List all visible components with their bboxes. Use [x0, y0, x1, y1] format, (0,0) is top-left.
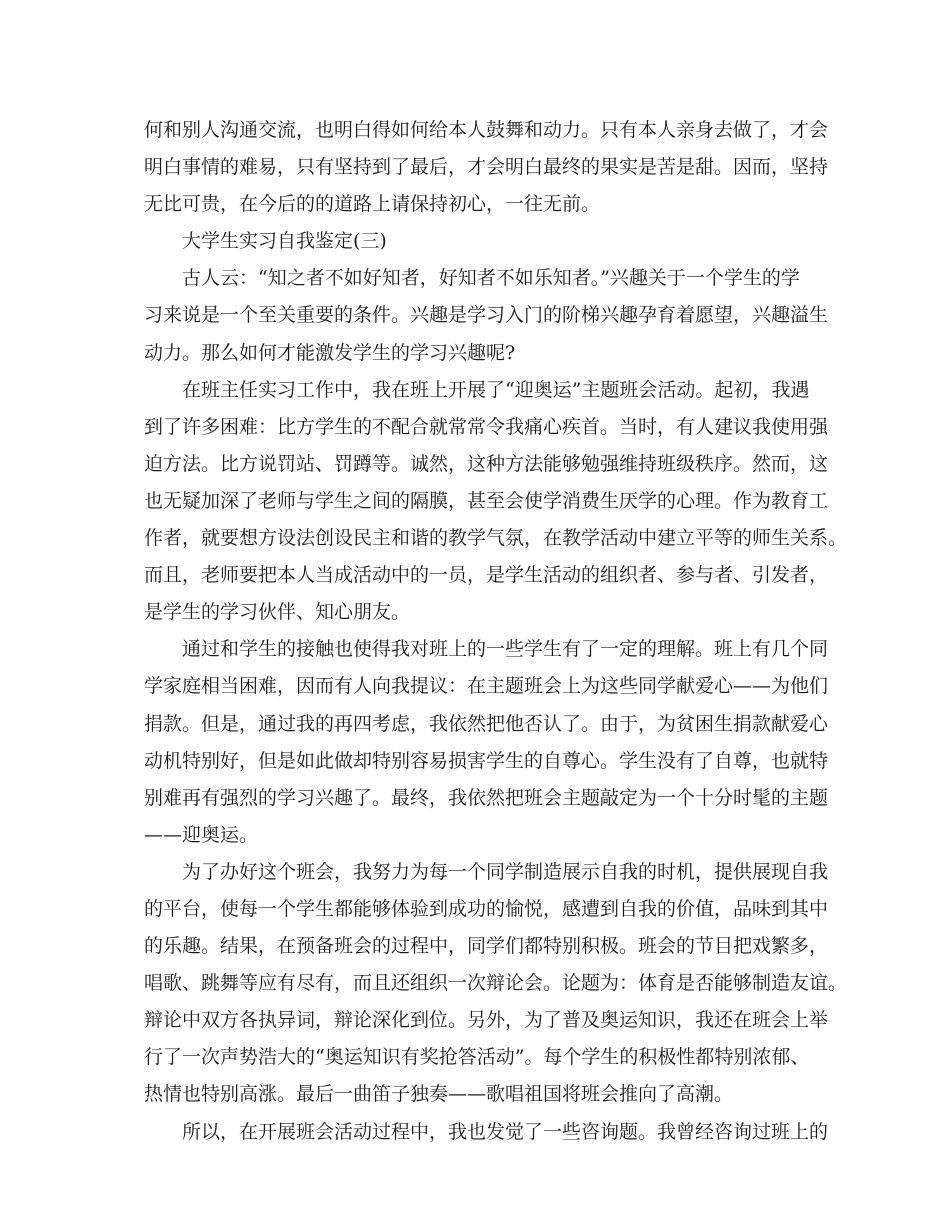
document-body — [144, 112, 848, 1151]
text-line: 古人云：“知之者不如好知者，好知者不如乐知者。”兴趣关于一个学生的学 — [182, 267, 800, 290]
text-line: 所以，在开展班会活动过程中，我也发觉了一些咨询题。我曾经咨询过班上的 — [182, 1120, 829, 1143]
text-line: 而且，老师要把本人当成活动中的一员，是学生活动的组织者、参与者、引发者， — [144, 564, 829, 587]
text-line: 迫方法。比方说罚站、罚蹲等。诚然，这种方法能够勉强维持班级秩序。然而，这 — [144, 452, 829, 475]
text-line: 通过和学生的接触也使得我对班上的一些学生有了一定的理解。班上有几个同 — [182, 638, 829, 661]
text-line: 也无疑加深了老师与学生之间的隔膜，甚至会使学消费生厌学的心理。作为教育工 — [144, 489, 829, 512]
text-line: 唱歌、跳舞等应有尽有，而且还组织一次辩论会。论题为：体育是否能够制造友谊。 — [144, 972, 848, 995]
text-line: 行了一次声势浩大的“奥运知识有奖抢答活动”。每个学生的积极性都特别浓郁、 — [144, 1046, 810, 1069]
text-line: 捐款。但是，通过我的再四考虑，我依然把他否认了。由于，为贫困生捐款献爱心 — [144, 712, 829, 735]
text-line: 辩论中双方各执异词，辩论深化到位。另外，为了普及奥运知识，我还在班会上举 — [144, 1009, 829, 1032]
text-line: 作者，就要想方设法创设民主和谐的教学气氛，在教学活动中建立平等的师生关系。 — [144, 527, 848, 550]
text-line: 的乐趣。结果，在预备班会的过程中，同学们都特别积极。班会的节目把戏繁多， — [144, 935, 829, 958]
text-line: 动力。那么如何才能激发学生的学习兴趣呢? — [144, 341, 516, 364]
text-line: ——迎奥运。 — [144, 823, 259, 846]
text-line: 为了办好这个班会，我努力为每一个同学制造展示自我的时机，提供展现自我 — [182, 860, 829, 883]
text-line: 习来说是一个至关重要的条件。兴趣是学习入门的阶梯兴趣孕育着愿望，兴趣溢生 — [144, 304, 829, 327]
text-line: 到了许多困难：比方学生的不配合就常常令我痛心疾首。当时，有人建议我使用强 — [144, 415, 829, 438]
text-line: 是学生的学习伙伴、知心朋友。 — [144, 601, 411, 624]
text-line: 学家庭相当困难，因而有人向我提议：在主题班会上为这些同学献爱心——为他们 — [144, 675, 829, 698]
text-line: 何和别人沟通交流，也明白得如何给本人鼓舞和动力。只有本人亲身去做了，才会 — [144, 119, 829, 141]
text-line: 在班主任实习工作中，我在班上开展了“迎奥运”主题班会活动。起初，我遇 — [182, 378, 810, 401]
text-line: 动机特别好，但是如此做却特别容易损害学生的自尊心。学生没有了自尊，也就特 — [144, 749, 829, 772]
text-line: 热情也特别高涨。最后一曲笛子独奏——歌唱祖国将班会推向了高潮。 — [144, 1083, 734, 1106]
text-line: 无比可贵，在今后的的道路上请保持初心，一往无前。 — [144, 193, 601, 216]
text-line: 大学生实习自我鉴定(三) — [182, 230, 387, 253]
text-line: 的平台，使每一个学生都能够体验到成功的愉悦，感遭到自我的价值，品味到其中 — [144, 897, 829, 920]
text-line: 明白事情的难易，只有坚持到了最后，才会明白最终的果实是苦是甜。因而，坚持 — [144, 156, 829, 179]
text-line: 别难再有强烈的学习兴趣了。最终，我依然把班会主题敲定为一个十分时髦的主题 — [144, 786, 829, 809]
